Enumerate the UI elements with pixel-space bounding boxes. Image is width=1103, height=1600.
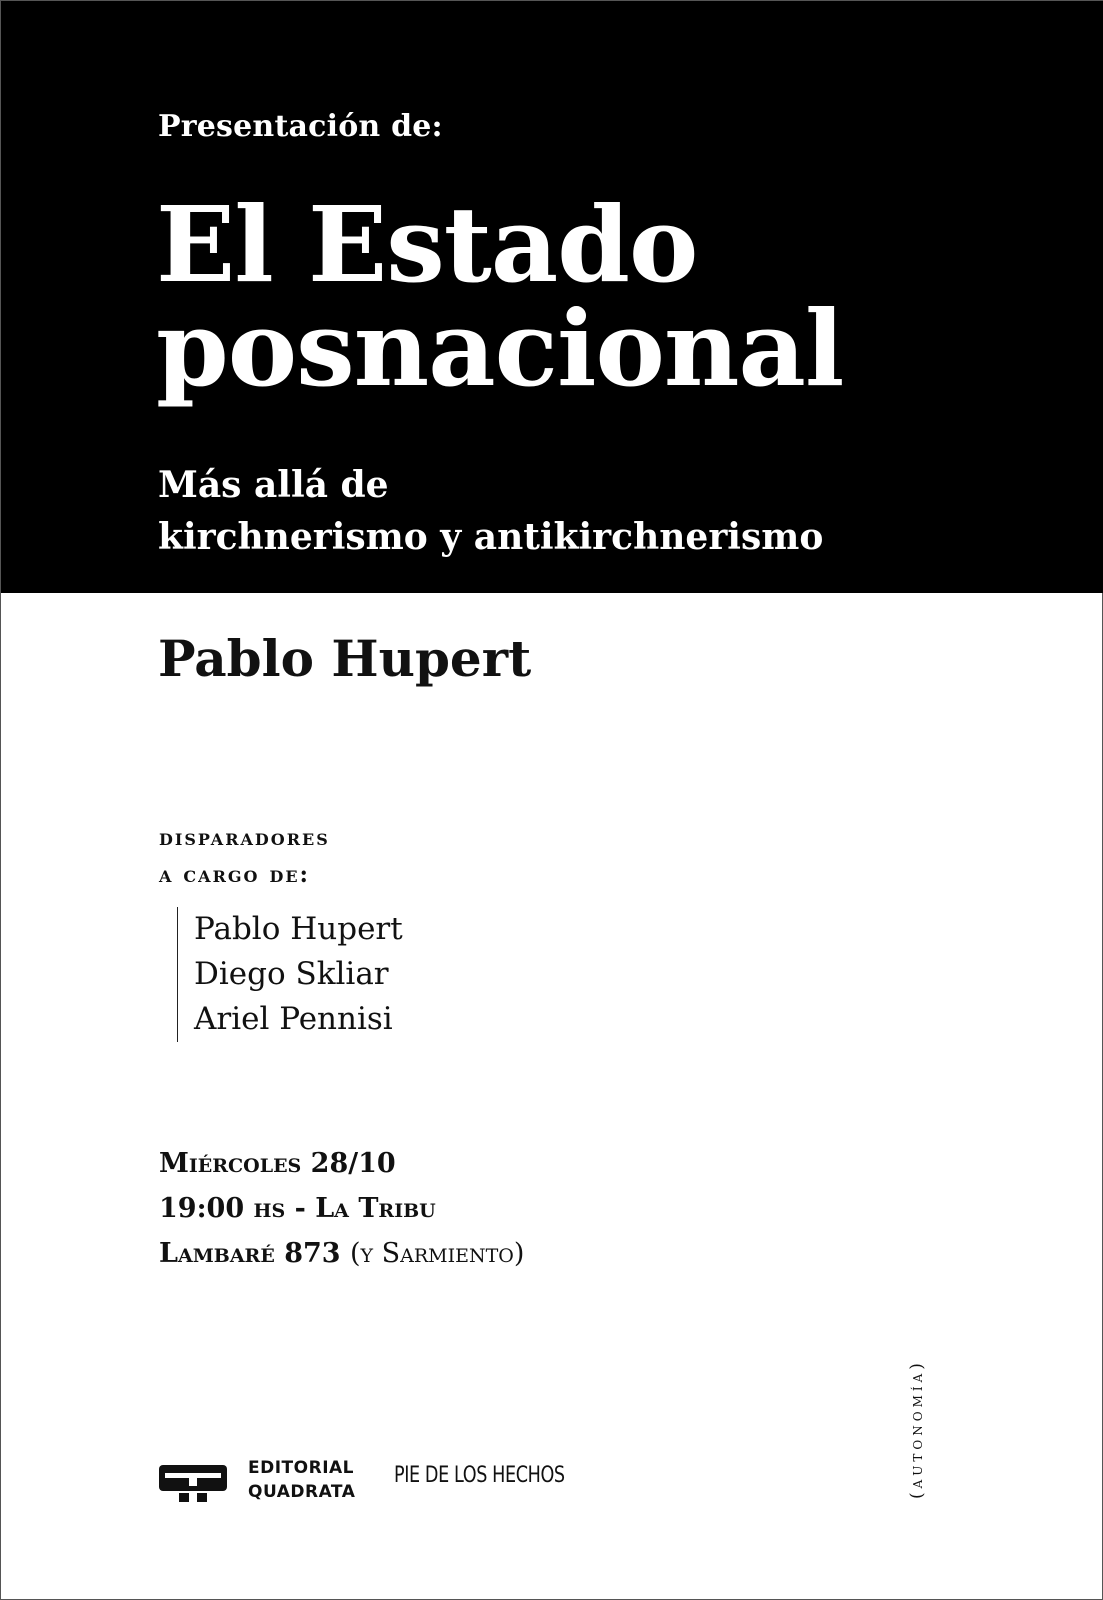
speakers-label (159, 819, 330, 893)
event-address (159, 1231, 524, 1276)
book-subtitle-line-2: kirchnerismo y antikirchnerismo (158, 516, 824, 558)
speaker-name: Pablo Hupert (194, 911, 403, 947)
publisher-quadrata-line-1: EDITORIAL (248, 1458, 355, 1478)
quadrata-logo-icon (159, 1465, 227, 1503)
publisher-quadrata (248, 1456, 355, 1504)
speakers-list (177, 907, 403, 1042)
event-time-place: 19:00 hs - La Tribu (159, 1193, 436, 1224)
speakers-label-line-2: a cargo de: (159, 861, 311, 888)
publisher-quadrata-line-2: QUADRATA (248, 1482, 356, 1502)
speakers-label-line-1: disparadores (159, 824, 330, 851)
event-date: Miércoles 28/10 (159, 1148, 396, 1179)
collection-label: (autonomía) (907, 1359, 927, 1499)
event-details (159, 1141, 524, 1276)
book-subtitle (158, 459, 823, 563)
book-title (156, 183, 844, 410)
title-band (1, 1, 1103, 593)
author-name: Pablo Hupert (158, 629, 532, 688)
event-address-street: Lambaré 873 (159, 1238, 341, 1269)
speaker-name: Diego Skliar (194, 956, 389, 992)
book-subtitle-line-1: Más allá de (158, 464, 389, 506)
book-title-line-1: El Estado (156, 183, 698, 306)
book-title-line-2: posnacional (156, 287, 844, 410)
presentation-kicker: Presentación de: (158, 109, 443, 144)
speaker-name: Ariel Pennisi (194, 1001, 393, 1037)
publisher-pie-de-los-hechos: PIE DE LOS HECHOS (394, 1463, 565, 1488)
event-address-note: (y Sarmiento) (350, 1238, 525, 1269)
